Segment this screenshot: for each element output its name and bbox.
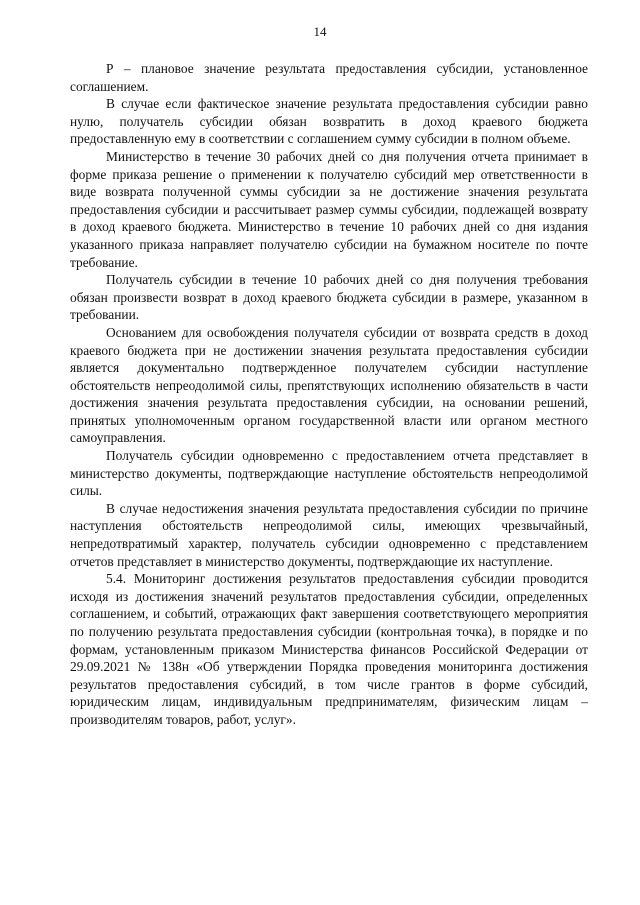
paragraph-non-achievement: В случае недостижения значения результата предоставления субсидии по причине наступления обстоятельств непреодолимой силы, имеющих чрезвычайный, непредотвратимый характер, получатель субсидии одновременно с представлением отчетов представляет в министерство документы, подтверждающие их наступление. [70,500,588,569]
paragraph-force-majeure-documents: Получатель субсидии одновременно с предоставлением отчета представляет в министерство документы, подтверждающие наступление обстоятельств непреодолимой силы. [70,448,588,499]
paragraph-refund-deadline: Получатель субсидии в течение 10 рабочих дней со дня получения требования обязан произвести возврат в доход краевого бюджета субсидии в размере, указанном в требовании. [70,272,588,323]
page-number: 14 [313,24,327,39]
document-body [70,60,588,729]
paragraph-ministry-decision: Министерство в течение 30 рабочих дней со дня получения отчета принимает в форме приказа решение о применении к получателю субсидий мер ответственности в виде возврата полученной суммы субсидии за не достижение значения результата предоставления субсидии и рассчитывает размер суммы субсидии, подлежащей возврату в доход краевого бюджета. Министерство в течение 10 рабочих дней со дня издания указанного приказа направляет получателю субсидии на бумажном носителе по почте требование. [70,148,588,270]
paragraph-zero-result: В случае если фактическое значение результата предоставления субсидии равно нулю, получатель субсидии обязан возвратить в доход краевого бюджета предоставленную ему в соответствии с соглашением сумму субсидии в полном объеме. [70,96,588,147]
paragraph-monitoring: 5.4. Мониторинг достижения результатов предоставления субсидии проводится исходя из достижения значений результатов предоставления субсидии, определенных соглашением, и событий, отражающих факт завершения соответствующего мероприятия по получению результата предоставления субсидии (контрольная точка), в порядке и по формам, установленным приказом Министерства финансов Российской Федерации от 29.09.2021 № 138н «Об утверждении Порядка проведения мониторинга достижения результатов предоставления субсидий, в том числе грантов в форме субсидий, юридическим лицам, индивидуальным предпринимателям, физическим лицам – производителям товаров, работ, услуг». [70,571,588,727]
paragraph-p-definition: Р – плановое значение результата предоставления субсидии, установленное соглашением. [70,61,588,94]
paragraph-force-majeure-basis: Основанием для освобождения получателя субсидии от возврата средств в доход краевого бюджета при не достижении значения результата предоставления субсидии является документально подтвержденное получателем субсидии наступление обстоятельств непреодолимой силы, препятствующих исполнению обязательств в части достижения значения результата предоставления субсидии, на основании решений, принятых уполномоченным органом государственной власти или органом местного самоуправления. [70,324,588,446]
